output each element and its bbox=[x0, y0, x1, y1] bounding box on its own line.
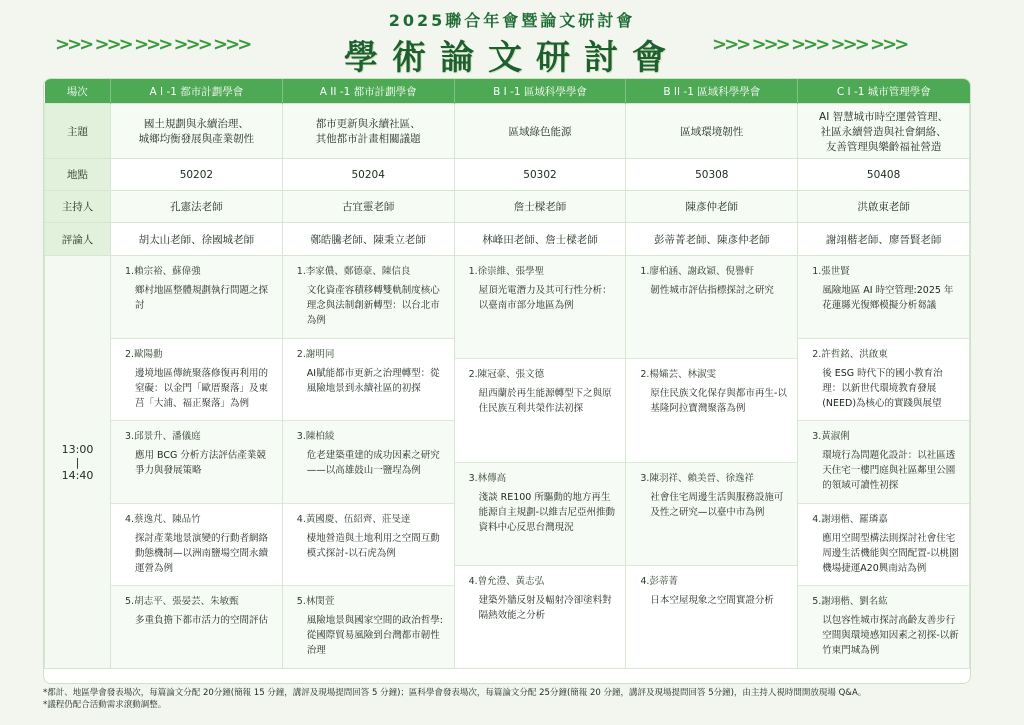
paper-item bbox=[283, 421, 454, 504]
session-topic: 區域綠色能源 bbox=[454, 104, 626, 159]
papers-cell-bi1 bbox=[454, 256, 626, 669]
paper-item bbox=[455, 566, 626, 668]
session-topic: 國土規劃與永續治理、 城鄉均衡發展與產業韌性 bbox=[111, 104, 283, 159]
paper-item bbox=[455, 359, 626, 462]
session-discussant: 鄭皓騰老師、陳秉立老師 bbox=[282, 223, 454, 256]
page-title: 學術論文研討會 bbox=[344, 38, 680, 78]
paper-authors: 5.謝翊楷、劉名紘 bbox=[812, 596, 888, 608]
paper-title: 淺談 RE100 所驅動的地方再生能源自主規劃-以維吉尼亞州推動資料中心反思台灣現況 bbox=[478, 491, 616, 533]
session-name-bii1: B II -1 區域科學學會 bbox=[626, 79, 798, 104]
session-topic: 區域環境韌性 bbox=[626, 104, 798, 159]
paper-title: 環境行為問題化設計：以社區透天住宅一樓門庭與社區鄰里公園的領域可讀性初探 bbox=[822, 450, 956, 492]
session-name-aii1: A II -1 都市計劃學會 bbox=[282, 79, 454, 104]
conference-subtitle: 2025聯合年會暨論文研討會 bbox=[388, 11, 636, 30]
paper-authors: 1.李家儂、鄭德豪、陳信良 bbox=[296, 266, 411, 277]
paper-title: 應用空間型構法則探討社會住宅周邊生活機能與空間配置-以桃園機場捷運A20興南站為例 bbox=[822, 532, 959, 574]
paper-title: 以包容性城市探討高齡友善步行空間與環境感知因素之初探-以新竹東門城為例 bbox=[822, 615, 959, 657]
footnote-schedule-note: *議程仍配合活動需求滾動調整。 bbox=[43, 700, 167, 710]
footnotes bbox=[43, 687, 983, 711]
paper-item bbox=[111, 256, 282, 339]
paper-authors: 2.許哲銘、洪啟東 bbox=[812, 348, 888, 360]
room-row bbox=[45, 159, 970, 191]
paper-title: AI賦能都市更新之治理轉型：從風險地景到永續社區的初探 bbox=[306, 367, 440, 394]
paper-authors: 1.張世賢 bbox=[812, 266, 850, 277]
paper-authors: 1.徐崇維、張學聖 bbox=[468, 266, 545, 277]
session-room: 50302 bbox=[454, 159, 626, 191]
session-host: 洪啟東老師 bbox=[798, 191, 970, 223]
session-room: 50308 bbox=[626, 159, 798, 191]
time-slot bbox=[45, 256, 111, 669]
session-name-bi1: B I -1 區域科學學會 bbox=[454, 79, 626, 104]
session-discussant: 胡太山老師、徐國城老師 bbox=[111, 223, 283, 256]
paper-item bbox=[798, 504, 969, 587]
chevron-decoration-right: >>> >>> >>> >>> >>> bbox=[712, 34, 907, 55]
paper-authors: 4.曾允澧、黃志弘 bbox=[468, 575, 545, 587]
papers-cell-ci1 bbox=[798, 256, 970, 669]
paper-title: 風險地區 AI 時空管理:2025 年花蓮縣光復鄉模擬分析芻議 bbox=[822, 285, 954, 311]
paper-title: 社會住宅周邊生活與服務設施可及性之研究—以臺中市為例 bbox=[650, 491, 784, 518]
session-host: 孔憲法老師 bbox=[111, 191, 283, 223]
paper-title: 日本空屋現象之空間實證分析 bbox=[650, 594, 774, 606]
row-label-host: 主持人 bbox=[45, 191, 111, 223]
paper-authors: 5.胡志平、張晏芸、朱敏甄 bbox=[125, 596, 239, 608]
paper-title: 風險地景與國家空間的政治哲學:從國際貿易風險到台灣都市韌性治理 bbox=[306, 615, 443, 657]
paper-title: 建築外牆反射及輻射冷卻塗料對隔熱效能之分析 bbox=[478, 594, 612, 621]
paper-item bbox=[111, 586, 282, 668]
paper-authors: 4.謝翊楷、羅璘嘉 bbox=[812, 513, 888, 525]
session-host: 詹士樑老師 bbox=[454, 191, 626, 223]
chevron-decoration-left: >>> >>> >>> >>> >>> bbox=[55, 34, 250, 55]
paper-authors: 3.陳羽祥、賴美晉、徐逸祥 bbox=[640, 472, 754, 484]
discussant-row bbox=[45, 223, 970, 256]
header-row bbox=[45, 79, 970, 104]
paper-title: 多重負擔下都市活力的空間評估 bbox=[135, 615, 269, 627]
paper-item bbox=[798, 421, 969, 504]
paper-item bbox=[626, 463, 797, 566]
paper-title: 探討產業地景演變的行動者網絡動態機制—以洲南鹽場空間永續運營為例 bbox=[135, 532, 269, 574]
session-discussant: 彭蒂菁老師、陳彥仲老師 bbox=[626, 223, 798, 256]
paper-title: 韌性城市評估指標探討之研究 bbox=[650, 285, 774, 296]
session-topic: AI 智慧城市時空運營管理、 社區永續營造與社會網絡、 友善管理與樂齡福祉營造 bbox=[798, 104, 970, 159]
paper-authors: 3.陳柏綾 bbox=[296, 431, 335, 443]
host-row bbox=[45, 191, 970, 223]
paper-authors: 2.歐陽勳 bbox=[125, 348, 163, 360]
paper-authors: 2.謝明同 bbox=[296, 348, 335, 360]
row-label-topic: 主題 bbox=[45, 104, 111, 159]
paper-authors: 4.黃國慶、伍紹齊、莊旻達 bbox=[296, 513, 411, 525]
paper-title: 紐西蘭於再生能源轉型下之與原住民族互利共榮作法初探 bbox=[478, 388, 612, 415]
paper-title: 邊境地區傳統聚落修復再利用的窒礙：以金門「歐厝聚落」及東莒「大浦、福正聚落」為例 bbox=[135, 367, 269, 409]
time-start: 13:00 bbox=[61, 442, 94, 456]
paper-authors: 1.賴宗裕、蘇偉強 bbox=[125, 266, 201, 277]
paper-item bbox=[626, 566, 797, 668]
paper-item bbox=[798, 586, 969, 668]
papers-cell-ai1 bbox=[111, 256, 283, 669]
paper-item bbox=[798, 256, 969, 339]
paper-item bbox=[626, 359, 797, 462]
paper-authors: 2.楊孀芸、林淑雯 bbox=[640, 369, 716, 381]
paper-item bbox=[798, 339, 969, 422]
session-name-ai1: A I -1 都市計劃學會 bbox=[111, 79, 283, 104]
paper-title: 鄉村地區整體規劃執行問題之探討 bbox=[135, 285, 269, 311]
paper-authors: 3.黃淑俐 bbox=[812, 431, 850, 443]
paper-item bbox=[626, 256, 797, 359]
time-end: 14:40 bbox=[61, 468, 94, 482]
paper-item bbox=[111, 421, 282, 504]
paper-authors: 4.彭蒂菁 bbox=[640, 575, 678, 587]
paper-title: 棲地營造與土地利用之空間互動模式探討-以石虎為例 bbox=[306, 532, 440, 559]
papers-cell-bii1 bbox=[626, 256, 798, 669]
paper-title: 屋頂光電潛力及其可行性分析：以臺南市部分地區為例 bbox=[478, 285, 612, 311]
session-room: 50202 bbox=[111, 159, 283, 191]
row-label-room: 地點 bbox=[45, 159, 111, 191]
paper-title: 應用 BCG 分析方法評估產業競爭力與發展策略 bbox=[135, 450, 266, 477]
paper-item bbox=[283, 504, 454, 587]
session-topic: 都市更新與永續社區、 其他都市計畫相關議題 bbox=[282, 104, 454, 159]
schedule-table bbox=[43, 78, 971, 684]
paper-title: 文化資產容積移轉雙軌制度核心理念與法制創新轉型：以台北市為例 bbox=[306, 285, 440, 326]
paper-item bbox=[111, 504, 282, 587]
paper-item bbox=[283, 339, 454, 422]
row-label-discussant: 評論人 bbox=[45, 223, 111, 256]
session-discussant: 林峰田老師、詹士樑老師 bbox=[454, 223, 626, 256]
session-host: 古宜靈老師 bbox=[282, 191, 454, 223]
paper-title: 危老建築重建的成功因素之研究——以高雄鼓山一鹽埕為例 bbox=[306, 450, 440, 477]
header-label-session: 場次 bbox=[45, 79, 111, 104]
session-name-ci1: C I -1 城市管理學會 bbox=[798, 79, 970, 104]
paper-authors: 3.林傳高 bbox=[468, 472, 507, 484]
time-separator: | bbox=[75, 455, 80, 469]
papers-cell-aii1 bbox=[282, 256, 454, 669]
papers-row bbox=[45, 256, 970, 669]
footnote-timing: *都計、地區學會發表場次，每篇論文分配 20分鐘(簡報 15 分鐘，講評及現場提問回答 5 分鐘)；區科學會發表場次，每篇論文分配 25分鐘(簡報 20 分鐘，講評及現場提問回答 5分鐘)，由主持人視時間開放現場 Q&A。 bbox=[43, 688, 867, 698]
session-room: 50204 bbox=[282, 159, 454, 191]
paper-authors: 4.蔡逸芃、陳品竹 bbox=[125, 513, 201, 525]
session-discussant: 謝翊楷老師、廖晉賢老師 bbox=[798, 223, 970, 256]
paper-item bbox=[283, 256, 454, 339]
paper-item bbox=[111, 339, 282, 422]
paper-title: 原住民族文化保存與都市再生-以基隆阿拉寶灣聚落為例 bbox=[650, 388, 787, 415]
session-room: 50408 bbox=[798, 159, 970, 191]
paper-title: 後 ESG 時代下的國小教育治理：以新世代環境教育發展(NEED)為核心的實踐與展望 bbox=[822, 367, 943, 409]
paper-item bbox=[455, 256, 626, 359]
paper-item bbox=[283, 586, 454, 668]
topic-row bbox=[45, 104, 970, 159]
paper-authors: 3.邱景升、潘儀庭 bbox=[125, 431, 201, 443]
paper-authors: 2.陳冠豪、張文德 bbox=[468, 369, 545, 381]
paper-authors: 5.林閔萱 bbox=[296, 596, 335, 608]
paper-item bbox=[455, 463, 626, 566]
session-host: 陳彥仲老師 bbox=[626, 191, 798, 223]
paper-authors: 1.廖柏涵、謝政穎、倪譽軒 bbox=[640, 266, 754, 277]
